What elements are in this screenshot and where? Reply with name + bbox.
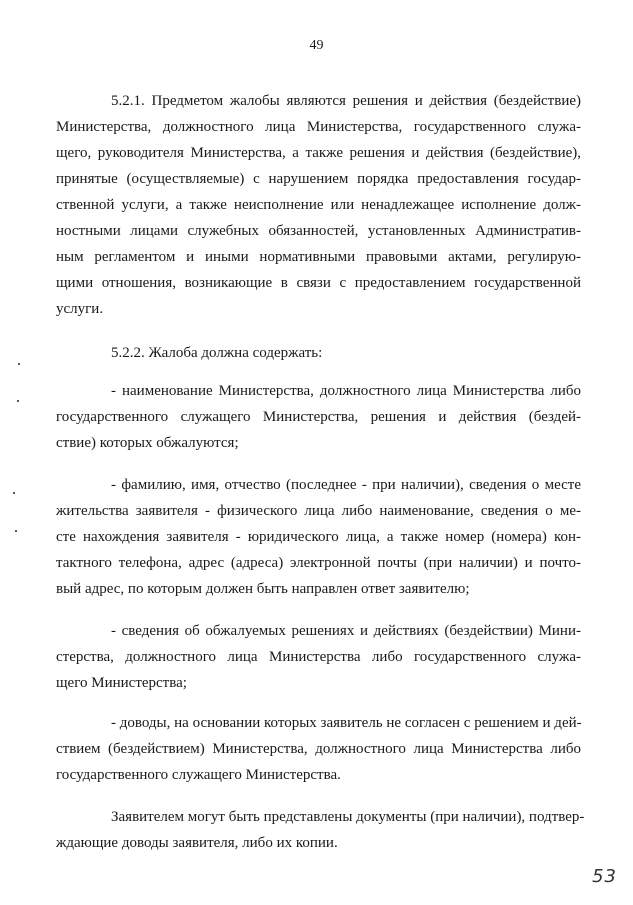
- scan-speck: [15, 530, 17, 532]
- list-item-2-line-2: [56, 498, 581, 524]
- list-item-1: [111, 378, 581, 404]
- text-line: жительства заявителя - физического лица либо наименование, сведения о ме-: [56, 503, 581, 519]
- text-line: принятые (осуществляемые) с нарушением порядка предоставления государ-: [56, 171, 581, 187]
- scan-speck: [17, 400, 19, 402]
- handwritten-page-number: 53: [592, 866, 617, 887]
- list-item-4-line-2: [56, 736, 581, 762]
- list-item-3-line-3: [56, 670, 581, 696]
- list-item-2-line-5: [56, 576, 581, 602]
- list-item-2-line-4: [56, 550, 581, 576]
- paragraph-5-2-1-line-5: [56, 192, 581, 218]
- paragraph-final-line-2: [56, 830, 581, 856]
- paragraph-5-2-1-line-3: [56, 140, 581, 166]
- scan-speck: [13, 492, 15, 494]
- text-line: сте нахождения заявителя - юридического лица, а также номер (номера) кон-: [56, 529, 581, 545]
- list-item-2-line-3: [56, 524, 581, 550]
- list-item-1-line-2: [56, 404, 581, 430]
- text-line: вый адрес, по которым должен быть направлен ответ заявителю;: [56, 581, 470, 597]
- text-line: государственного служащего Министерства.: [56, 767, 341, 783]
- text-line: ствием (бездействием) Министерства, должностного лица Министерства либо: [56, 741, 581, 757]
- paragraph-5-2-2: [111, 340, 581, 366]
- scan-speck: [18, 363, 20, 365]
- paragraph-5-2-1-line-6: [56, 218, 581, 244]
- text-line: щего Министерства;: [56, 675, 187, 691]
- paragraph-5-2-1-line-8: [56, 270, 581, 296]
- text-line: услуги.: [56, 301, 104, 317]
- text-line: щими отношения, возникающие в связи с предоставлением государственной: [56, 275, 581, 291]
- text-line: щего, руководителя Министерства, а также решения и действия (бездействие),: [56, 145, 581, 161]
- paragraph-5-2-1-line-7: [56, 244, 581, 270]
- text-line: 5.2.2. Жалоба должна содержать:: [111, 345, 323, 361]
- text-line: - доводы, на основании которых заявитель не согласен с решением и дей-: [111, 715, 582, 731]
- text-line: Министерства, должностного лица Министерства, государственного служа-: [56, 119, 581, 135]
- list-item-2: [111, 472, 581, 498]
- text-line: государственного служащего Министерства, решения и действия (бездей-: [56, 409, 581, 425]
- text-line: 5.2.1. Предметом жалобы являются решения и действия (бездействие): [111, 93, 581, 109]
- text-line: - фамилию, имя, отчество (последнее - при наличии), сведения о месте: [111, 477, 581, 493]
- list-item-3: [111, 618, 581, 644]
- text-line: - наименование Министерства, должностного лица Министерства либо: [111, 383, 581, 399]
- paragraph-5-2-1-line-9: [56, 296, 581, 322]
- list-item-4-line-3: [56, 762, 581, 788]
- text-line: тактного телефона, адрес (адреса) электронной почты (при наличии) и почто-: [56, 555, 581, 571]
- list-item-3-line-2: [56, 644, 581, 670]
- paragraph-5-2-1-line-4: [56, 166, 581, 192]
- text-line: ствие) которых обжалуются;: [56, 435, 239, 451]
- list-item-1-line-3: [56, 430, 581, 456]
- text-line: Заявителем могут быть представлены документы (при наличии), подтвер-: [111, 809, 585, 825]
- page-number: 49: [309, 38, 324, 53]
- paragraph-final: [111, 804, 585, 830]
- paragraph-5-2-1: [111, 88, 581, 114]
- text-line: ностными лицами служебных обязанностей, установленных Административ-: [56, 223, 581, 239]
- list-item-4: [111, 710, 581, 736]
- text-line: - сведения об обжалуемых решениях и действиях (бездействии) Мини-: [111, 623, 581, 639]
- text-line: ным регламентом и иными нормативными правовыми актами, регулирую-: [56, 249, 581, 265]
- text-line: ждающие доводы заявителя, либо их копии.: [56, 835, 338, 851]
- text-line: ственной услуги, а также неисполнение или ненадлежащее исполнение долж-: [56, 197, 581, 213]
- paragraph-5-2-1-wrapped: [56, 114, 581, 140]
- text-line: стерства, должностного лица Министерства либо государственного служа-: [56, 649, 581, 665]
